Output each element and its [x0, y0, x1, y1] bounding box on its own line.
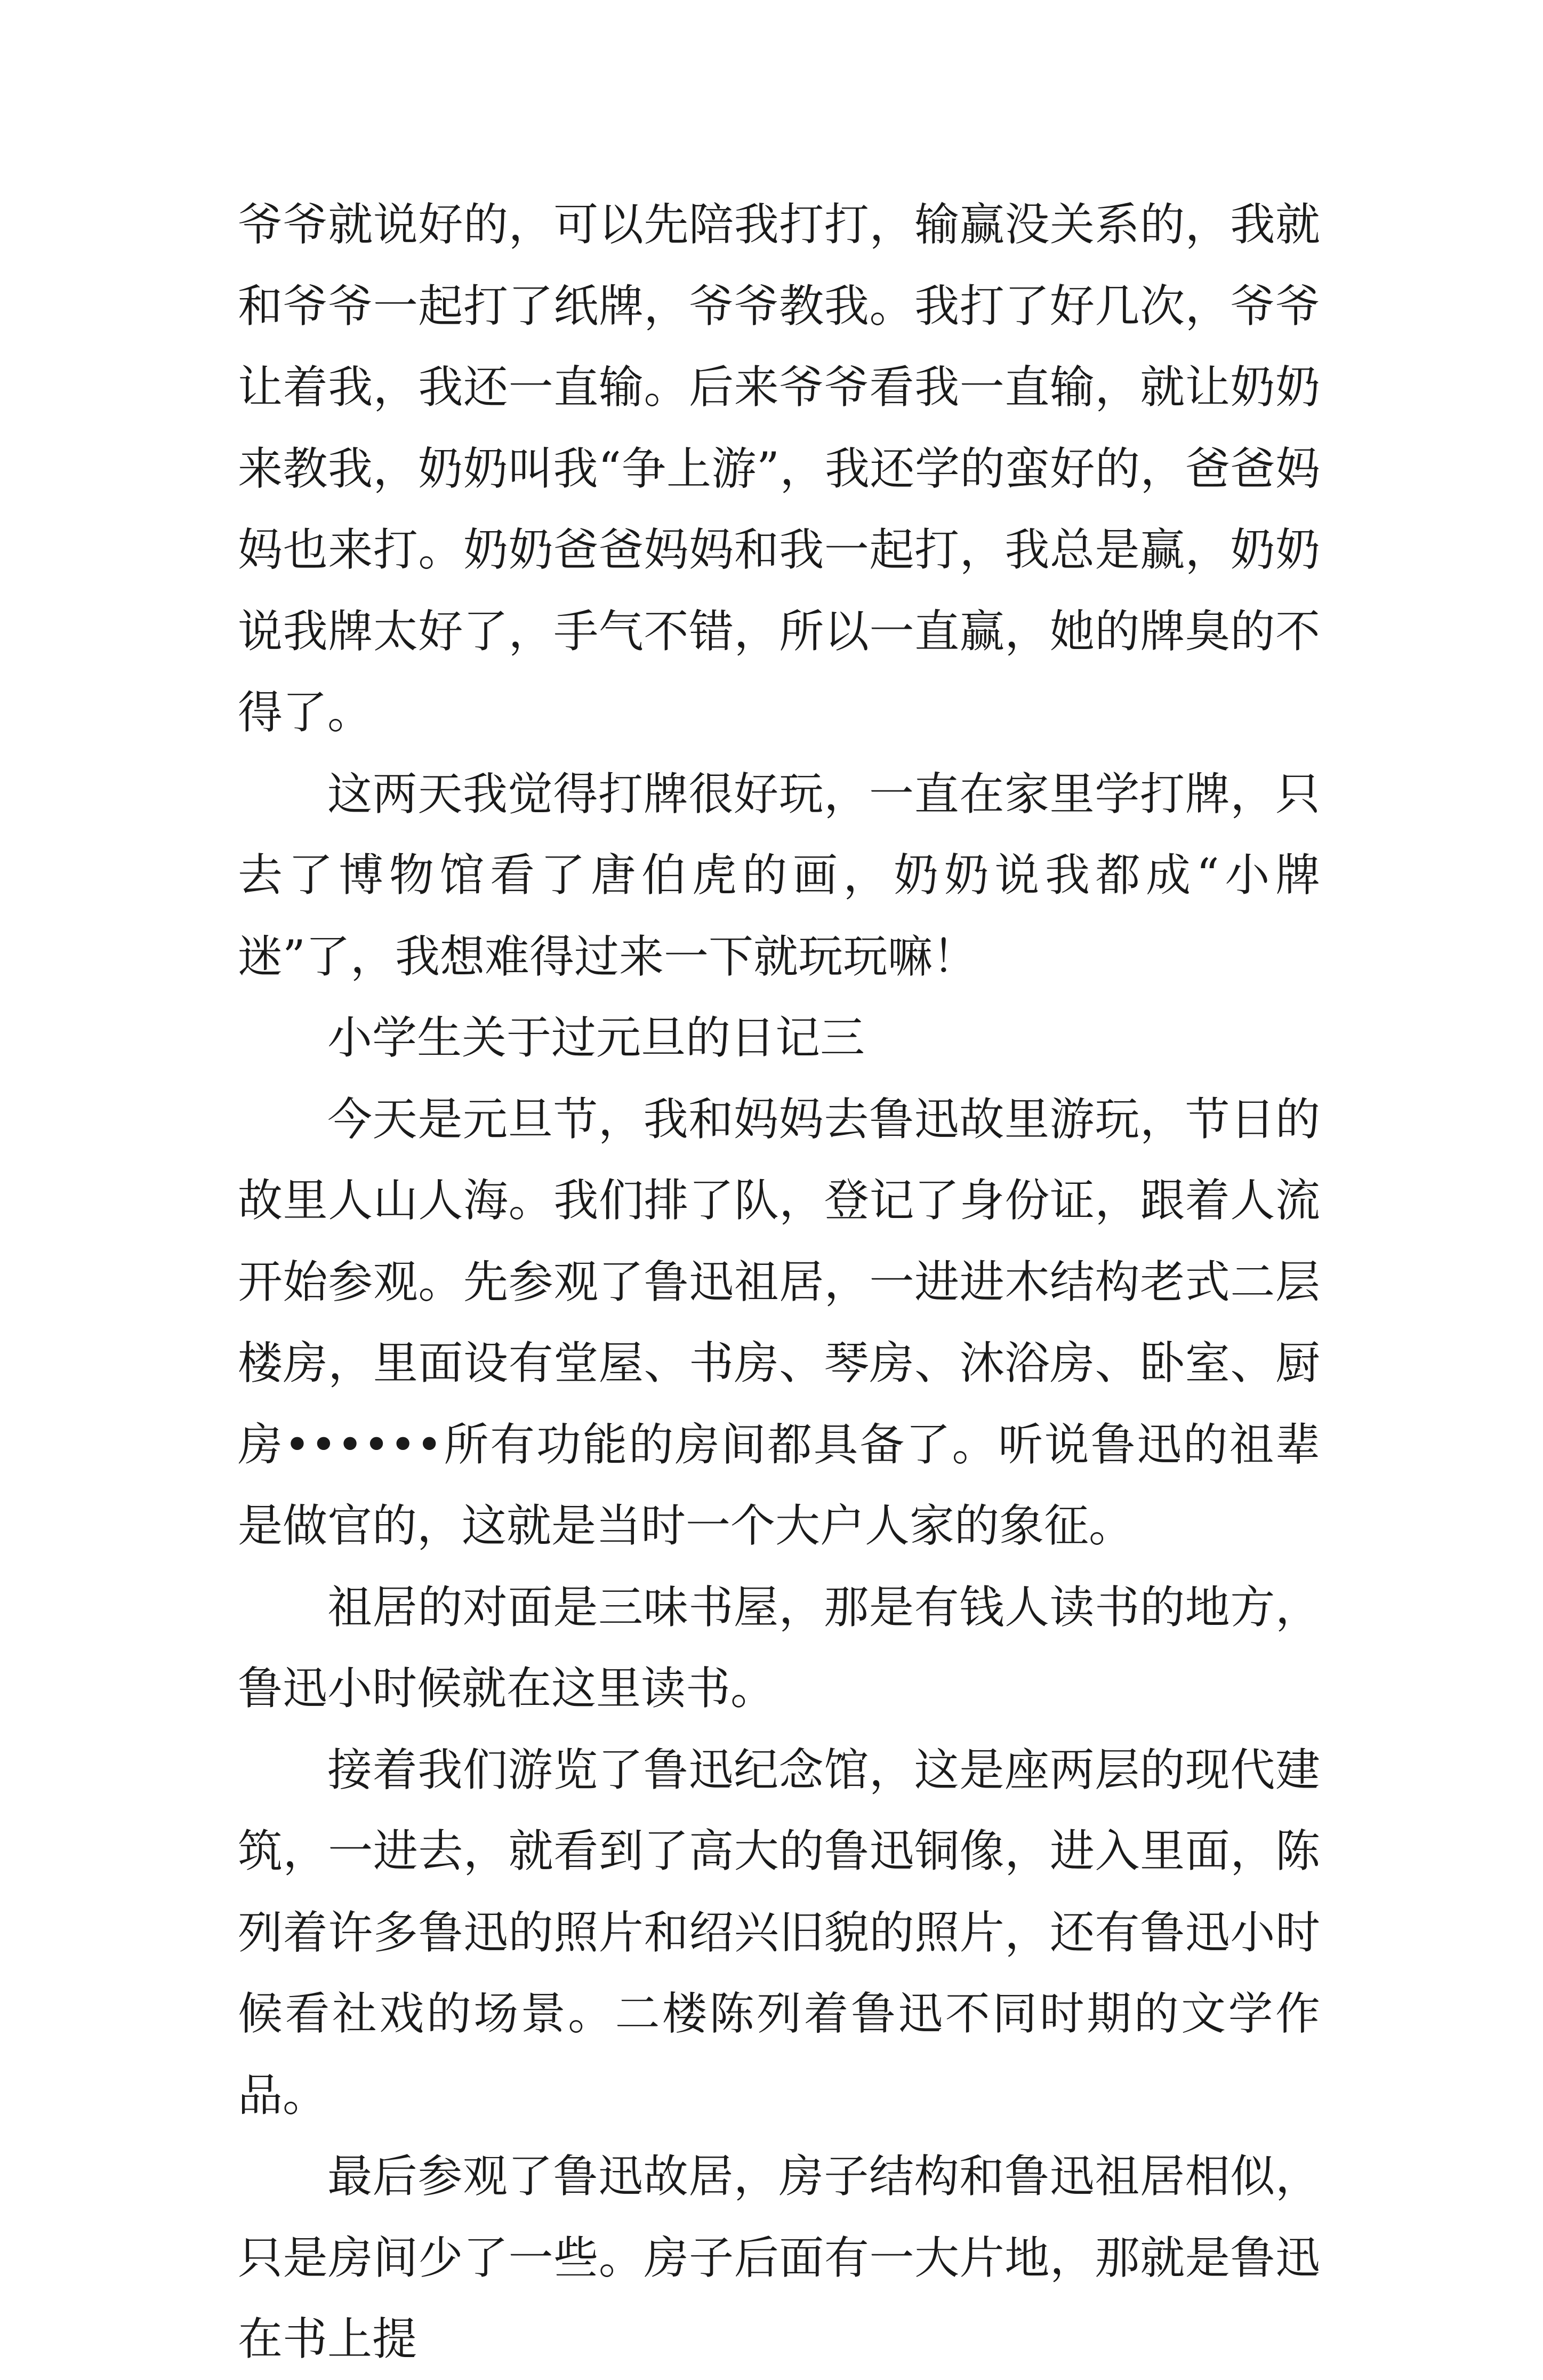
paragraph: 祖居的对面是三味书屋，那是有钱人读书的地方，鲁迅小时候就在这里读书。 [238, 1581, 1320, 1714]
paragraph: 这两天我觉得打牌很好玩，一直在家里学打牌，只去了博物馆看了唐伯虎的画，奶奶说我都成“小牌迷”了，我想难得过来一下就玩玩嘛！ [238, 767, 1320, 983]
body-text [238, 184, 1320, 2380]
paragraph: 接着我们游览了鲁迅纪念馆，这是座两层的现代建筑，一进去，就看到了高大的鲁迅铜像，进入里面，陈列着许多鲁迅的照片和绍兴旧貌的照片，还有鲁迅小时候看社戏的场景。二楼陈列着鲁迅不同时期的文学作品。 [238, 1743, 1320, 2121]
section-heading: 小学生关于过元旦的日记三 [327, 1012, 865, 1064]
paragraph: 最后参观了鲁迅故居，房子结构和鲁迅祖居相似，只是房间少了一些。房子后面有一大片地，那就是鲁迅在书上提 [238, 2150, 1320, 2365]
paragraph: 今天是元旦节，我和妈妈去鲁迅故里游玩，节日的故里人山人海。我们排了队，登记了身份证，跟着人流开始参观。先参观了鲁迅祖居，一进进木结构老式二层楼房，里面设有堂屋、书房、琴房、沐浴房、卧室、厨房••••••所有功能的房间都具备了。听说鲁迅的祖辈是做官的，这就是当时一个大户人家的象征。 [238, 1093, 1320, 1552]
paragraph: 爷爷就说好的，可以先陪我打打，输赢没关系的，我就和爷爷一起打了纸牌，爷爷教我。我打了好几次，爷爷让着我，我还一直输。后来爷爷看我一直输，就让奶奶来教我，奶奶叫我“争上游”，我还学的蛮好的，爸爸妈妈也来打。奶奶爸爸妈妈和我一起打，我总是赢，奶奶说我牌太好了，手气不错，所以一直赢，她的牌臭的不得了。 [238, 198, 1320, 739]
